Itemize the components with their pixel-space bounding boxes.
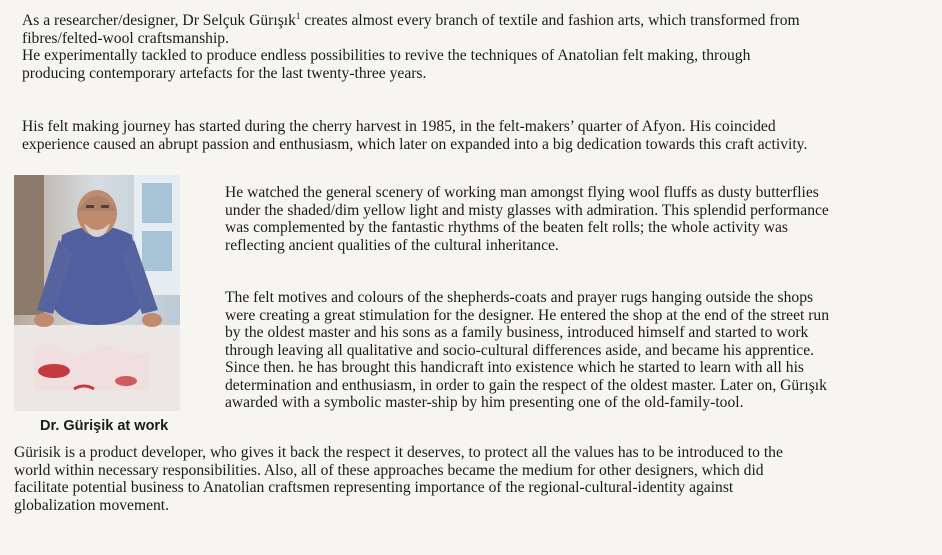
text-line: world within necessary responsibilities. Also, all of these approaches became the medium for other designers, which did <box>14 461 764 479</box>
text-line: experience caused an abrupt passion and enthusiasm, which later on expanded into a big dedication towards this craft activity. <box>22 135 808 153</box>
text-line: He experimentally tackled to produce endless possibilities to revive the techniques of Anatolian felt making, through <box>22 47 751 64</box>
text-line: facilitate potential business to Anatolian craftsmen representing importance of the regional-cultural-identity against <box>14 479 734 496</box>
text-line: His felt making journey has started during the cherry harvest in 1985, in the felt-makers’ quarter of Afyon. His coincided <box>22 118 776 135</box>
text-line: globalization movement. <box>14 496 170 514</box>
text-line: by the oldest master and his sons as a family business, introduced himself and started to work <box>225 324 809 341</box>
text-line: was complemented by the fantastic rhythms of the beaten felt rolls; the whole activity was <box>225 219 788 236</box>
text-line: He watched the general scenery of working man amongst flying wool fluffs as dusty butterflies <box>225 184 819 201</box>
text-line: producing contemporary artefacts for the last twenty-three years. <box>22 64 427 82</box>
photo-caption: Dr. Gürişik at work <box>40 418 169 434</box>
text-line: awarded with a symbolic master-ship by him presenting one of the old-family-tool. <box>225 394 744 411</box>
photo-dr-gurisik-at-work <box>14 175 180 411</box>
text-line: determination and enthusiasm, in order to gain the respect of the oldest master. Later on, Gürışık <box>225 376 827 394</box>
paragraph-apprentice <box>225 289 829 412</box>
text-line: Since then. he has brought this handicraft into existence which he started to learn with all his <box>225 359 804 376</box>
footnote-marker: 1 <box>295 10 301 21</box>
man-working-felt-photo-icon <box>14 175 180 411</box>
text-line: fibres/felted-wool craftsmanship. <box>22 29 229 47</box>
text-line: The felt motives and colours of the shepherds-coats and prayer rugs hanging outside the shops <box>225 289 814 306</box>
paragraph-intro <box>22 12 800 82</box>
text-line: As a researcher/designer, Dr Selçuk Gürışık$^1$ creates almost every branch of textile and fashion arts, which transformed from <box>22 10 800 29</box>
text-line: under the shaded/dim yellow light and misty glasses with admiration. This splendid performance <box>225 201 829 219</box>
paragraph-scenery <box>225 184 829 254</box>
paragraph-journey <box>22 118 807 153</box>
text-line: through leaving all qualitative and socio-cultural differences aside, and became his apprentice. <box>225 341 815 359</box>
text-line: Gürisik is a product developer, who gives it back the respect it deserves, to protect all the values has to be introduced to the <box>14 444 783 461</box>
text-line: reflecting ancient qualities of the cultural inheritance. <box>225 236 559 254</box>
text-line: were creating a great stimulation for the designer. He entered the shop at the end of the street run <box>225 306 830 324</box>
paragraph-product-developer <box>14 444 783 514</box>
